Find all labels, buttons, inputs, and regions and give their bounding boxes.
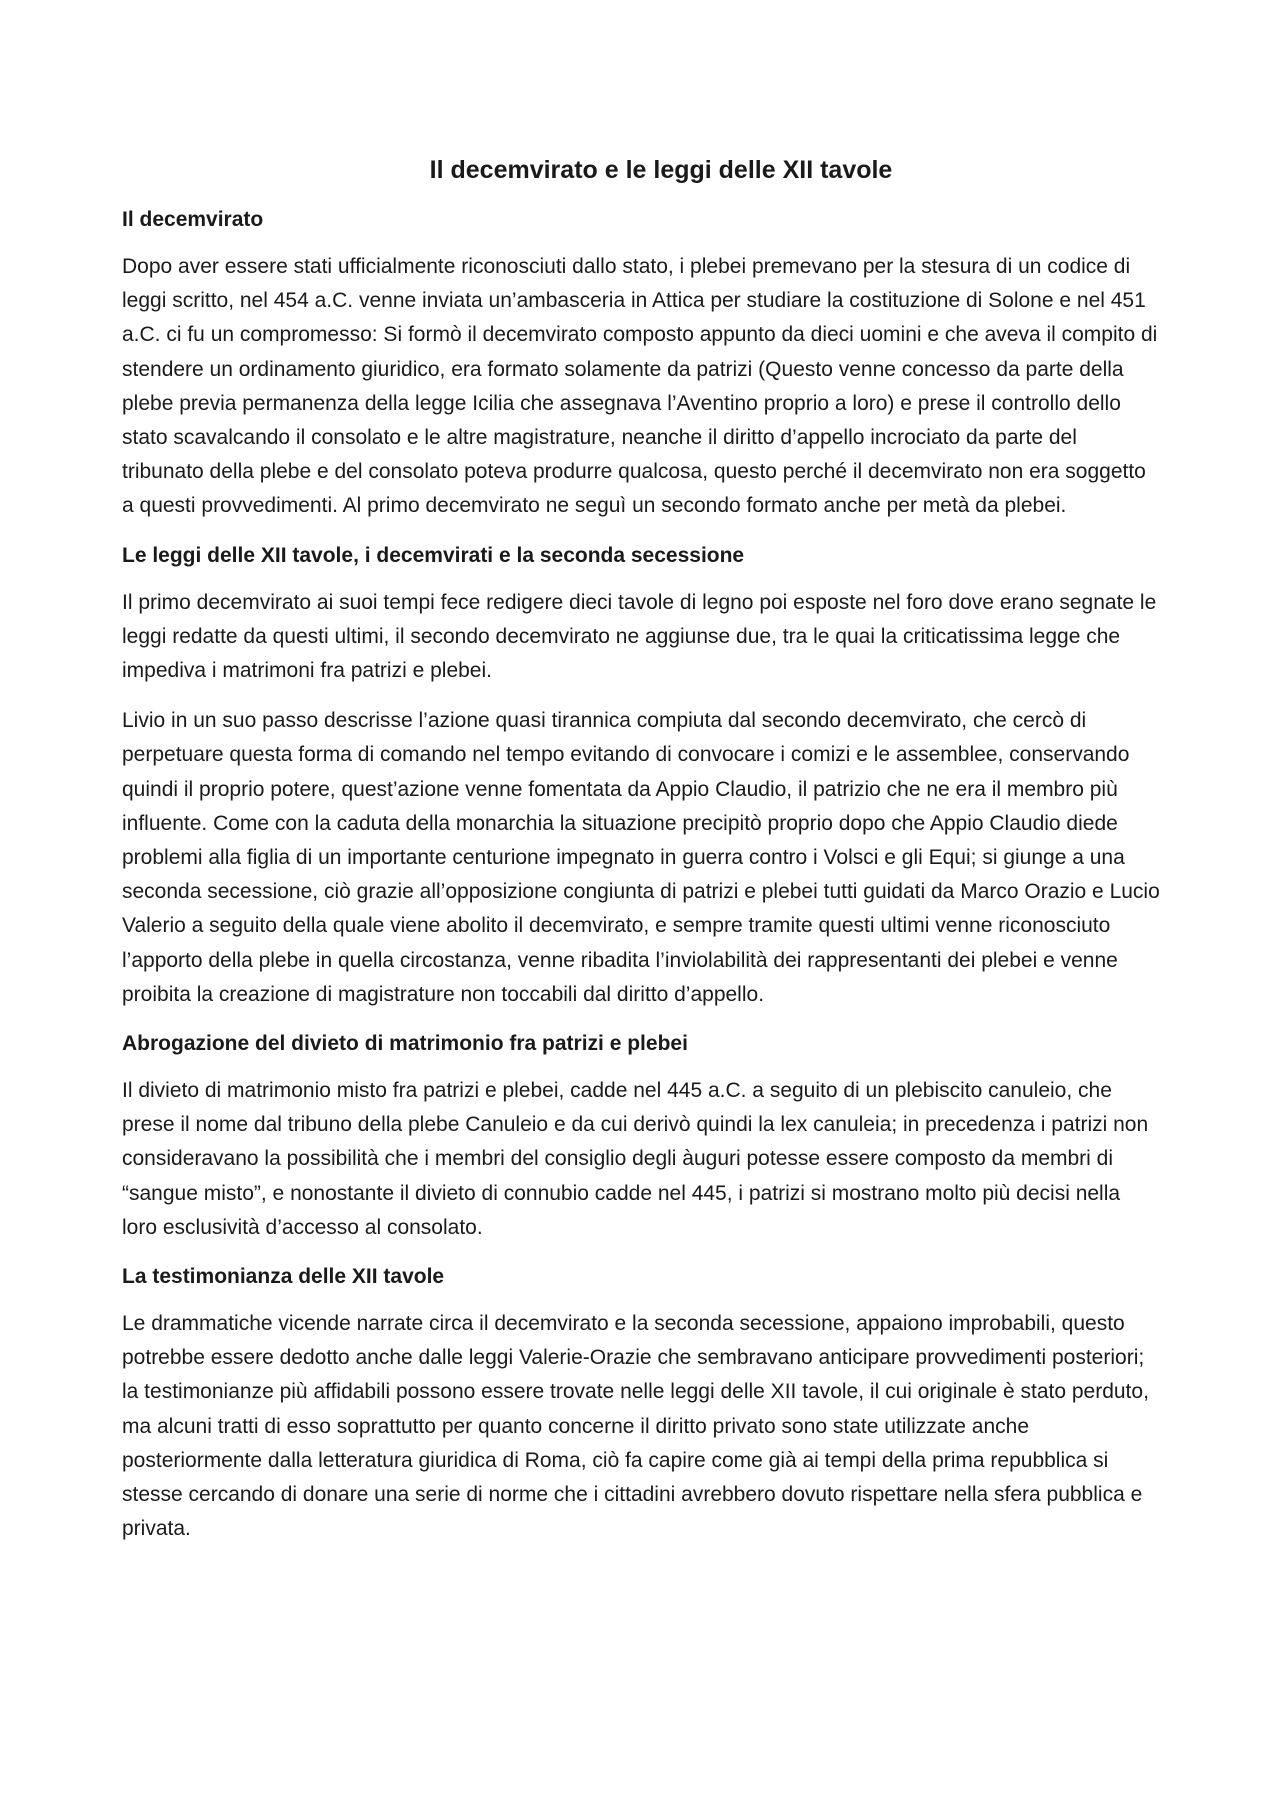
paragraph: Livio in un suo passo descrisse l’azione quasi tirannica compiuta dal secondo decemvirato, che cercò di perpetuare questa forma di comando nel tempo evitando di convocare i comizi e le assemblee, conservando quindi il proprio potere, quest’azione venne fomentata da Appio Claudio, il patrizio che ne era il membro più influente. Come con la caduta della monarchia la situazione precipitò proprio dopo che Appio Claudio diede problemi alla figlia di un importante centurione impegnato in guerra contro i Volsci e gli Equi; si giunge a una seconda secessione, ciò grazie all’opposizione congiunta di patrizi e plebei tutti guidati da Marco Orazio e Lucio Valerio a seguito della quale viene abolito il decemvirato, e sempre tramite questi ultimi venne riconosciuto l’apporto della plebe in quella circostanza, venne ribadita l’inviolabilità dei rappresentanti dei plebei e venne proibita la creazione di magistrature non toccabili dal diritto d’appello.	[122, 709, 1160, 1006]
paragraph: Il primo decemvirato ai suoi tempi fece redigere dieci tavole di legno poi esposte nel foro dove erano segnate le leggi redatte da questi ultimi, il secondo decemvirato ne aggiunse due, tra le quai la criticatissima legge che impediva i matrimoni fra patrizi e plebei.	[122, 590, 1157, 683]
section-heading: Il decemvirato	[122, 208, 264, 231]
section-leggi-xii-tavole	[122, 540, 1160, 1012]
section-decemvirato	[122, 204, 1160, 524]
paragraph: Dopo aver essere stati ufficialmente riconosciuti dallo stato, i plebei premevano per la stesura di un codice di leggi scritto, nel 454 a.C. venne inviata un’ambasceria in Attica per studiare la costituzione di Solone e nel 451 a.C. ci fu un compromesso: Si formò il decemvirato composto appunto da dieci uomini e che aveva il compito di stendere un ordinamento giuridico, era formato solamente da patrizi (Questo venne concesso da parte della plebe previa permanenza della legge Icilia che assegnava l’Aventino proprio a loro) e prese il controllo dello stato scavalcando il consolato e le altre magistrature, neanche il diritto d’appello incrociato da parte del tribunato della plebe e del consolato poteva produrre qualcosa, questo perché il decemvirato non era soggetto a questi provvedimenti. Al primo decemvirato ne seguì un secondo formato anche per metà da plebei.	[122, 255, 1158, 518]
paragraph: Il divieto di matrimonio misto fra patrizi e plebei, cadde nel 445 a.C. a seguito di un plebiscito canuleio, che prese il nome dal tribuno della plebe Canuleio e da cui derivò quindi la lex canuleia; in precedenza i patrizi non consideravano la possibilità che i membri del consiglio degli àuguri potesse essere composto da membri di “sangue misto”, e nonostante il divieto di connubio cadde nel 445, i patrizi si mostrano molto più decisi nella loro esclusività d’accesso al consolato.	[122, 1079, 1149, 1239]
section-heading: La testimonianza delle XII tavole	[122, 1265, 445, 1289]
section-heading: Le leggi delle XII tavole, i decemvirati e la seconda secessione	[122, 543, 745, 567]
section-testimonianza	[122, 1261, 1160, 1546]
section-abrogazione-divieto	[122, 1028, 1160, 1245]
paragraph: Le drammatiche vicende narrate circa il decemvirato e la seconda secessione, appaiono improbabili, questo potrebbe essere dedotto anche dalle leggi Valerie-Orazie che sembravano anticipare provvedimenti posteriori; la testimonianze più affidabili possono essere trovate nelle leggi delle XII tavole, il cui originale è stato perduto, ma alcuni tratti di esso soprattutto per quanto concerne il diritto privato sono state utilizzate anche posteriormente dalla letteratura giuridica di Roma, ciò fa capire come già ai tempi della prima repubblica si stesse cercando di donare una serie di norme che i cittadini avrebbero dovuto rispettare nella sfera pubblica e privata.	[122, 1312, 1149, 1541]
document-title: Il decemvirato e le leggi delle XII tavole	[429, 156, 893, 184]
section-heading: Abrogazione del divieto di matrimonio fra patrizi e plebei	[122, 1032, 688, 1056]
